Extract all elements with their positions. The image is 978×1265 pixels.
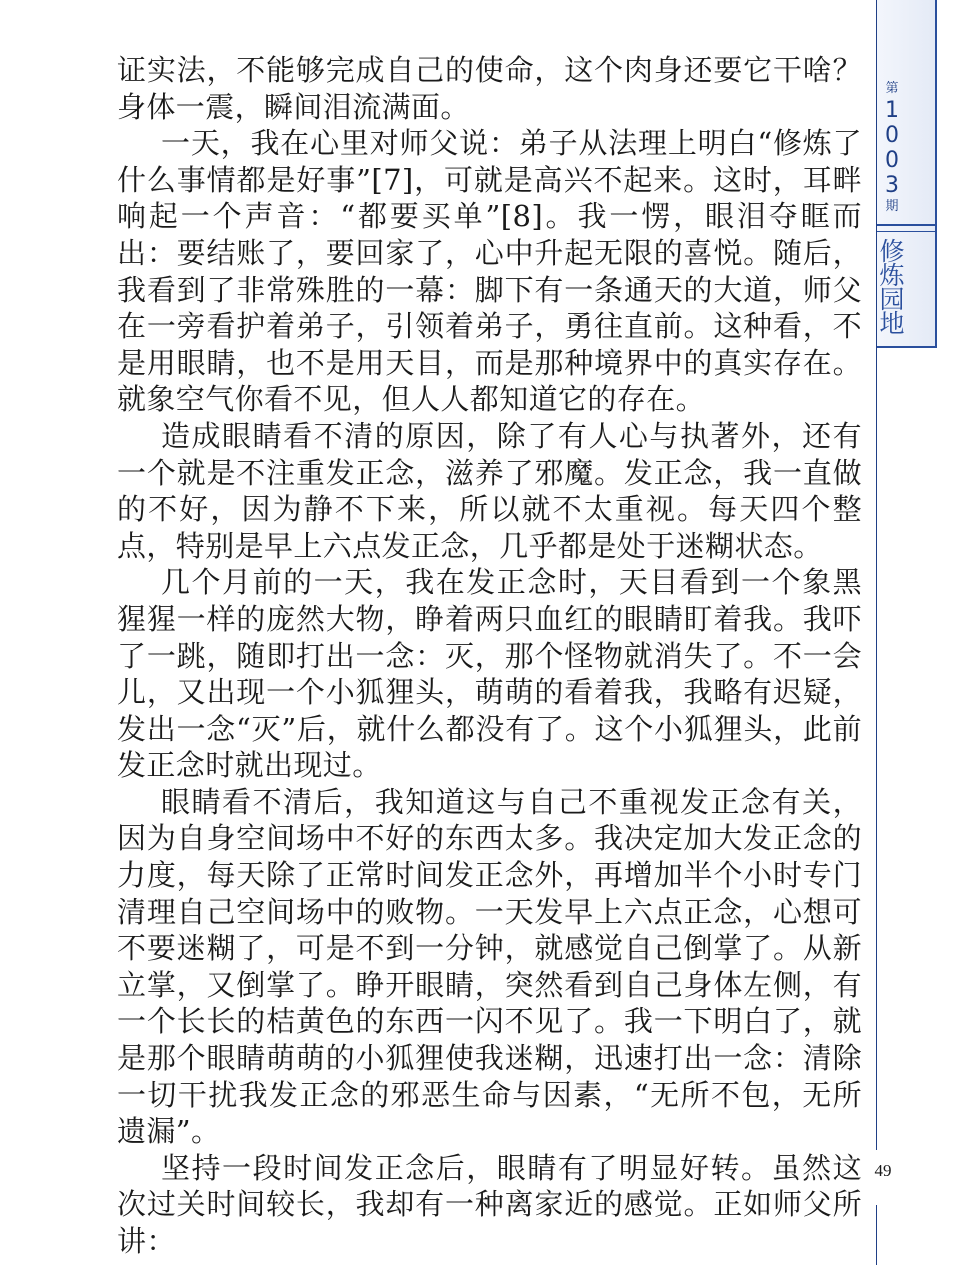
paragraph-1: 证实法，不能够完成自己的使命，这个肉身还要它干啥？身体一震，瞬间泪流满面。 [117,53,862,124]
column-title-char: 炼 [879,261,905,290]
column-title-char: 修 [879,237,905,266]
side-rule-bottom [876,1205,877,1265]
issue-prefix: 第 [885,81,899,96]
issue-digit: 0 [885,148,899,173]
panel-divider [877,224,935,226]
paragraph-6: 坚持一段时间发正念后，眼睛有了明显好转。虽然这次过关时间较长，我却有一种离家近的感觉。正如师父所讲： [117,1150,862,1258]
issue-digit: 0 [885,123,899,148]
column-title-char: 地 [879,309,905,338]
issue-suffix: 期 [885,199,899,214]
panel-divider [877,231,935,232]
article-body [117,52,862,1260]
issue-number [877,80,907,216]
column-title-char: 园 [879,285,905,314]
issue-digit: 1 [885,98,899,123]
paragraph-2: 一天，我在心里对师父说：弟子从法理上明白“修炼了什么事情都是好事”[7]，可就是高兴不起来。这时，耳畔响起一个声音：“都要买单”[8]。我一愣，眼泪夺眶而出：要结账了，要回家了，心中升起无限的喜悦。随后，我看到了非常殊胜的一幕：脚下有一条通天的大道，师父在一旁看护着弟子，引领着弟子，勇往直前。这种看，不是用眼睛，也不是用天目，而是那种境界中的真实存在。就象空气你看不见，但人人都知道它的存在。 [117,126,862,417]
page-number: 49 [874,1161,892,1180]
issue-side-panel [877,0,937,348]
paragraph-5: 眼睛看不清后，我知道这与自己不重视发正念有关，因为自身空间场中不好的东西太多。我决定加大发正念的力度，每天除了正常时间发正念外，再增加半个小时专门清理自己空间场中的败物。一天发早上六点正念，心想可不要迷糊了，可是不到一分钟，就感觉自己倒掌了。从新立掌，又倒掌了。睁开眼睛，突然看到自己身体左侧，有一个长长的桔黄色的东西一闪不见了。我一下明白了，就是那个眼睛萌萌的小狐狸使我迷糊，迅速打出一念：清除一切干扰我发正念的邪恶生命与因素，“无所不包，无所遗漏”。 [117,784,862,1149]
paragraph-4: 几个月前的一天，我在发正念时，天目看到一个象黑猩猩一样的庞然大物，睁着两只血红的眼睛盯着我。我吓了一跳，随即打出一念：灭，那个怪物就消失了。不一会儿，又出现一个小狐狸头，萌萌的看着我，我略有迟疑，发出一念“灭”后，就什么都没有了。这个小狐狸头，此前发正念时就出现过。 [117,565,862,783]
issue-digit: 3 [885,173,899,198]
column-title [877,237,907,338]
paragraph-3: 造成眼睛看不清的原因，除了有人心与执著外，还有一个就是不注重发正念，滋养了邪魔。发正念，我一直做的不好，因为静不下来，所以就不太重视。每天四个整点，特别是早上六点发正念，几乎都是处于迷糊状态。 [117,418,862,563]
